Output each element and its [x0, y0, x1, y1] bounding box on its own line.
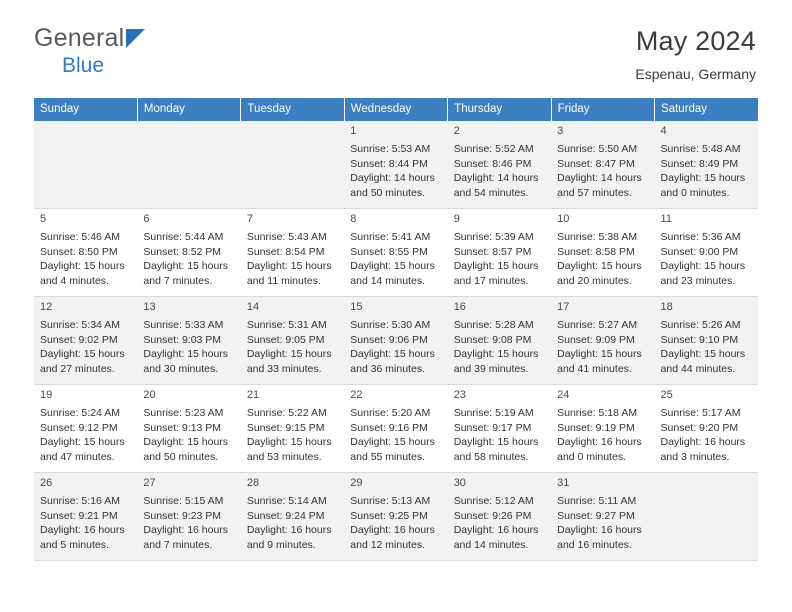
day-info-line: Sunset: 9:03 PM	[143, 333, 222, 346]
day-info-line: Sunset: 9:24 PM	[246, 509, 325, 522]
calendar-day-cell[interactable]	[448, 297, 551, 385]
day-info-line: Daylight: 15 hours	[660, 172, 746, 185]
day-info-line: Sunrise: 5:43 AM	[246, 230, 327, 243]
logo	[34, 26, 145, 76]
day-info-line: Daylight: 16 hours	[660, 436, 746, 449]
location-label: Espenau, Germany	[635, 66, 756, 82]
calendar-day-cell[interactable]	[655, 297, 758, 385]
day-info-line: Daylight: 16 hours	[557, 436, 642, 449]
day-info-line: Daylight: 16 hours	[40, 524, 125, 537]
day-info-line: and 16 minutes.	[557, 539, 632, 552]
calendar-day-cell[interactable]	[34, 385, 137, 473]
calendar-empty-cell	[137, 121, 240, 209]
day-info-line: Daylight: 16 hours	[246, 524, 332, 537]
day-info-line: Daylight: 16 hours	[453, 524, 539, 537]
day-number: 14	[246, 301, 260, 313]
day-info-line: and 7 minutes.	[143, 539, 213, 552]
day-info-line: Sunset: 9:12 PM	[40, 421, 118, 434]
calendar-table	[34, 98, 758, 561]
day-info-line: and 33 minutes.	[246, 363, 322, 376]
day-info-line: Sunset: 9:27 PM	[557, 509, 635, 522]
calendar-day-cell[interactable]	[137, 385, 240, 473]
day-info-line: Sunrise: 5:38 AM	[557, 230, 638, 243]
calendar-day-cell[interactable]	[448, 385, 551, 473]
calendar-day-cell[interactable]	[241, 297, 344, 385]
day-info-line: Sunrise: 5:22 AM	[246, 406, 327, 419]
day-info-line: Daylight: 15 hours	[453, 436, 539, 449]
day-info-line: Sunrise: 5:48 AM	[660, 142, 741, 155]
calendar-day-cell[interactable]	[34, 473, 137, 561]
day-info-line: Daylight: 15 hours	[557, 260, 642, 273]
day-info-line: and 44 minutes.	[660, 363, 736, 376]
logo-text-blue: Blue	[62, 54, 105, 77]
day-info-line: Sunset: 9:16 PM	[350, 421, 428, 434]
day-info-line: Sunset: 8:57 PM	[453, 245, 532, 258]
day-info-line: Sunrise: 5:31 AM	[246, 318, 327, 331]
logo-top-row	[34, 26, 145, 51]
calendar-day-cell[interactable]	[551, 473, 654, 561]
day-info-line: Sunset: 8:44 PM	[350, 157, 428, 170]
day-info-line: and 41 minutes.	[557, 363, 632, 376]
day-number: 2	[453, 125, 460, 137]
day-info-line: and 12 minutes.	[350, 539, 425, 552]
day-info-line: Sunset: 9:20 PM	[660, 421, 739, 434]
day-info-line: and 7 minutes.	[143, 275, 213, 288]
logo-text-general: General	[34, 24, 125, 52]
day-info-line: and 0 minutes.	[660, 187, 730, 200]
day-info-line: Daylight: 15 hours	[660, 260, 746, 273]
day-number: 24	[557, 389, 570, 401]
calendar-header-row	[34, 98, 758, 121]
day-info-line: Sunrise: 5:39 AM	[453, 230, 534, 243]
day-info-line: and 20 minutes.	[557, 275, 632, 288]
day-info-line: Daylight: 15 hours	[660, 348, 746, 361]
day-info-line: and 4 minutes.	[40, 275, 109, 288]
day-info-line: Sunrise: 5:41 AM	[350, 230, 431, 243]
day-info-line: Sunrise: 5:53 AM	[350, 142, 431, 155]
day-info-line: Daylight: 15 hours	[40, 348, 125, 361]
day-info-line: and 50 minutes.	[350, 187, 425, 200]
day-info-line: Sunrise: 5:18 AM	[557, 406, 638, 419]
calendar-day-cell[interactable]	[344, 473, 447, 561]
day-number: 30	[453, 477, 466, 489]
day-number: 27	[143, 477, 156, 489]
calendar-day-cell[interactable]	[137, 473, 240, 561]
day-info-line: Sunset: 8:52 PM	[143, 245, 222, 258]
day-number: 19	[40, 389, 53, 401]
day-info-line: and 39 minutes.	[453, 363, 529, 376]
day-info-line: Sunrise: 5:33 AM	[143, 318, 224, 331]
day-info-line: and 17 minutes.	[453, 275, 529, 288]
day-number: 28	[246, 477, 260, 489]
day-number: 21	[246, 389, 260, 401]
day-info-line: Daylight: 15 hours	[557, 348, 642, 361]
calendar-day-cell[interactable]	[655, 209, 758, 297]
day-info-line: Sunset: 9:13 PM	[143, 421, 222, 434]
day-info-line: and 5 minutes.	[40, 539, 109, 552]
page-title: May 2024	[635, 26, 756, 56]
day-info-line: Sunrise: 5:20 AM	[350, 406, 431, 419]
day-info-line: Sunrise: 5:13 AM	[350, 494, 431, 507]
day-info-line: and 54 minutes.	[453, 187, 529, 200]
day-number: 23	[453, 389, 466, 401]
day-info-line: and 47 minutes.	[40, 451, 115, 464]
day-info-line: Sunset: 9:02 PM	[40, 333, 118, 346]
day-info-line: Daylight: 15 hours	[246, 436, 332, 449]
calendar-day-cell[interactable]	[137, 209, 240, 297]
day-info-line: Daylight: 14 hours	[557, 172, 642, 185]
day-info-line: Sunset: 9:17 PM	[453, 421, 532, 434]
day-info-line: Sunrise: 5:17 AM	[660, 406, 741, 419]
calendar-day-cell[interactable]	[551, 385, 654, 473]
day-info-line: Sunrise: 5:15 AM	[143, 494, 224, 507]
day-info-line: Daylight: 15 hours	[246, 348, 332, 361]
day-number: 16	[453, 301, 466, 313]
day-info-line: and 11 minutes.	[246, 275, 321, 288]
weekday-header-wednesday: Wednesday	[344, 98, 447, 121]
day-info-line: Daylight: 15 hours	[40, 436, 125, 449]
day-info-line: Sunset: 9:23 PM	[143, 509, 222, 522]
day-info-line: Daylight: 16 hours	[557, 524, 642, 537]
calendar-week-row	[34, 385, 758, 473]
day-info-line: Sunset: 8:58 PM	[557, 245, 635, 258]
day-info-line: Sunrise: 5:52 AM	[453, 142, 534, 155]
day-info-line: Daylight: 15 hours	[143, 260, 229, 273]
day-info-line: and 50 minutes.	[143, 451, 219, 464]
weekday-header-sunday: Sunday	[34, 98, 137, 121]
day-info-line: Daylight: 15 hours	[40, 260, 125, 273]
weekday-header-monday: Monday	[137, 98, 240, 121]
day-info-line: Sunset: 9:06 PM	[350, 333, 428, 346]
day-info-line: Sunrise: 5:23 AM	[143, 406, 224, 419]
day-info-line: Sunset: 9:09 PM	[557, 333, 635, 346]
day-info-line: and 0 minutes.	[557, 451, 626, 464]
day-info-line: Daylight: 16 hours	[350, 524, 435, 537]
day-info-line: Sunrise: 5:30 AM	[350, 318, 431, 331]
day-info-line: Daylight: 15 hours	[453, 348, 539, 361]
day-info-line: Sunset: 9:26 PM	[453, 509, 532, 522]
calendar-day-cell[interactable]	[551, 209, 654, 297]
day-info-line: Daylight: 15 hours	[246, 260, 332, 273]
weekday-header-saturday: Saturday	[655, 98, 758, 121]
day-number: 4	[660, 125, 667, 137]
day-info-line: and 3 minutes.	[660, 451, 730, 464]
day-info-line: Sunrise: 5:44 AM	[143, 230, 224, 243]
calendar-day-cell[interactable]	[655, 121, 758, 209]
day-number: 3	[557, 125, 564, 137]
day-info-line: and 55 minutes.	[350, 451, 425, 464]
day-info-line: Sunset: 8:49 PM	[660, 157, 739, 170]
day-info-line: Daylight: 15 hours	[350, 436, 435, 449]
day-info-line: Sunset: 8:55 PM	[350, 245, 428, 258]
day-info-line: Sunrise: 5:14 AM	[246, 494, 327, 507]
calendar-day-cell[interactable]	[448, 209, 551, 297]
day-number: 22	[350, 389, 363, 401]
day-info-line: Sunrise: 5:46 AM	[40, 230, 120, 243]
day-number: 20	[143, 389, 156, 401]
day-info-line: Sunset: 8:54 PM	[246, 245, 325, 258]
day-info-line: Sunrise: 5:16 AM	[40, 494, 120, 507]
day-info-line: Sunrise: 5:24 AM	[40, 406, 120, 419]
calendar-day-cell[interactable]	[344, 121, 447, 209]
calendar-day-cell[interactable]	[137, 297, 240, 385]
day-number: 9	[453, 213, 460, 225]
calendar-day-cell[interactable]	[241, 385, 344, 473]
calendar-day-cell[interactable]	[551, 121, 654, 209]
day-info-line: Daylight: 15 hours	[143, 436, 229, 449]
calendar-day-cell[interactable]	[655, 385, 758, 473]
day-info-line: Sunrise: 5:11 AM	[557, 494, 637, 507]
day-info-line: and 58 minutes.	[453, 451, 529, 464]
day-number: 10	[557, 213, 570, 225]
day-number: 25	[660, 389, 673, 401]
day-info-line: Daylight: 14 hours	[453, 172, 539, 185]
weekday-header-friday: Friday	[551, 98, 654, 121]
day-info-line: Daylight: 14 hours	[350, 172, 435, 185]
weekday-header-tuesday: Tuesday	[241, 98, 344, 121]
calendar-empty-cell	[655, 473, 758, 561]
day-info-line: Sunrise: 5:36 AM	[660, 230, 741, 243]
weekday-header-thursday: Thursday	[448, 98, 551, 121]
day-info-line: Daylight: 15 hours	[350, 348, 435, 361]
day-info-line: and 57 minutes.	[557, 187, 632, 200]
calendar-day-cell[interactable]	[344, 297, 447, 385]
day-info-line: Sunset: 9:05 PM	[246, 333, 325, 346]
flag-triangle-icon	[126, 29, 145, 48]
day-info-line: Sunset: 9:10 PM	[660, 333, 739, 346]
day-info-line: and 30 minutes.	[143, 363, 219, 376]
calendar-week-row	[34, 121, 758, 209]
day-number: 31	[557, 477, 570, 489]
day-info-line: Sunset: 8:46 PM	[453, 157, 532, 170]
day-number: 15	[350, 301, 363, 313]
day-info-line: Sunset: 9:15 PM	[246, 421, 325, 434]
calendar-day-cell[interactable]	[448, 473, 551, 561]
day-info-line: and 9 minutes.	[246, 539, 316, 552]
day-info-line: Sunset: 8:47 PM	[557, 157, 635, 170]
calendar-day-cell[interactable]	[551, 297, 654, 385]
title-block	[635, 26, 756, 82]
day-info-line: Daylight: 15 hours	[143, 348, 229, 361]
day-info-line: Sunset: 9:25 PM	[350, 509, 428, 522]
calendar-day-cell[interactable]	[241, 209, 344, 297]
day-info-line: Sunset: 8:50 PM	[40, 245, 118, 258]
day-info-line: and 23 minutes.	[660, 275, 736, 288]
day-info-line: Sunset: 9:08 PM	[453, 333, 532, 346]
page-header	[0, 0, 792, 82]
day-info-line: and 14 minutes.	[453, 539, 529, 552]
day-info-line: Sunset: 9:21 PM	[40, 509, 118, 522]
day-info-line: Daylight: 15 hours	[453, 260, 539, 273]
calendar-week-row	[34, 209, 758, 297]
calendar-day-cell[interactable]	[34, 297, 137, 385]
calendar-day-cell[interactable]	[344, 385, 447, 473]
day-number: 11	[660, 213, 672, 225]
day-number: 29	[350, 477, 363, 489]
calendar-week-row	[34, 297, 758, 385]
day-number: 26	[40, 477, 53, 489]
day-info-line: Sunrise: 5:34 AM	[40, 318, 120, 331]
day-info-line: Daylight: 15 hours	[350, 260, 435, 273]
day-info-line: Sunrise: 5:26 AM	[660, 318, 741, 331]
day-info-line: and 53 minutes.	[246, 451, 322, 464]
day-number: 18	[660, 301, 673, 313]
day-info-line: and 36 minutes.	[350, 363, 425, 376]
day-info-line: Sunrise: 5:27 AM	[557, 318, 638, 331]
day-info-line: Sunrise: 5:12 AM	[453, 494, 534, 507]
day-info-line: and 14 minutes.	[350, 275, 425, 288]
day-number: 17	[557, 301, 570, 313]
day-info-line: Sunrise: 5:50 AM	[557, 142, 638, 155]
calendar-day-cell[interactable]	[344, 209, 447, 297]
day-number: 12	[40, 301, 53, 313]
day-info-line: Sunrise: 5:19 AM	[453, 406, 534, 419]
day-number: 5	[40, 213, 47, 225]
day-number: 7	[246, 213, 253, 225]
calendar-week-row	[34, 473, 758, 561]
day-number: 13	[143, 301, 156, 313]
calendar-day-cell[interactable]	[241, 473, 344, 561]
day-info-line: and 27 minutes.	[40, 363, 115, 376]
day-info-line: Daylight: 16 hours	[143, 524, 229, 537]
day-info-line: Sunset: 9:19 PM	[557, 421, 635, 434]
calendar-body	[34, 121, 758, 561]
calendar-day-cell[interactable]	[448, 121, 551, 209]
day-info-line: Sunrise: 5:28 AM	[453, 318, 534, 331]
calendar-day-cell[interactable]	[34, 209, 137, 297]
calendar-empty-cell	[34, 121, 137, 209]
day-info-line: Sunset: 9:00 PM	[660, 245, 739, 258]
day-number: 8	[350, 213, 357, 225]
day-number: 6	[143, 213, 150, 225]
day-number: 1	[350, 125, 357, 137]
calendar-empty-cell	[241, 121, 344, 209]
